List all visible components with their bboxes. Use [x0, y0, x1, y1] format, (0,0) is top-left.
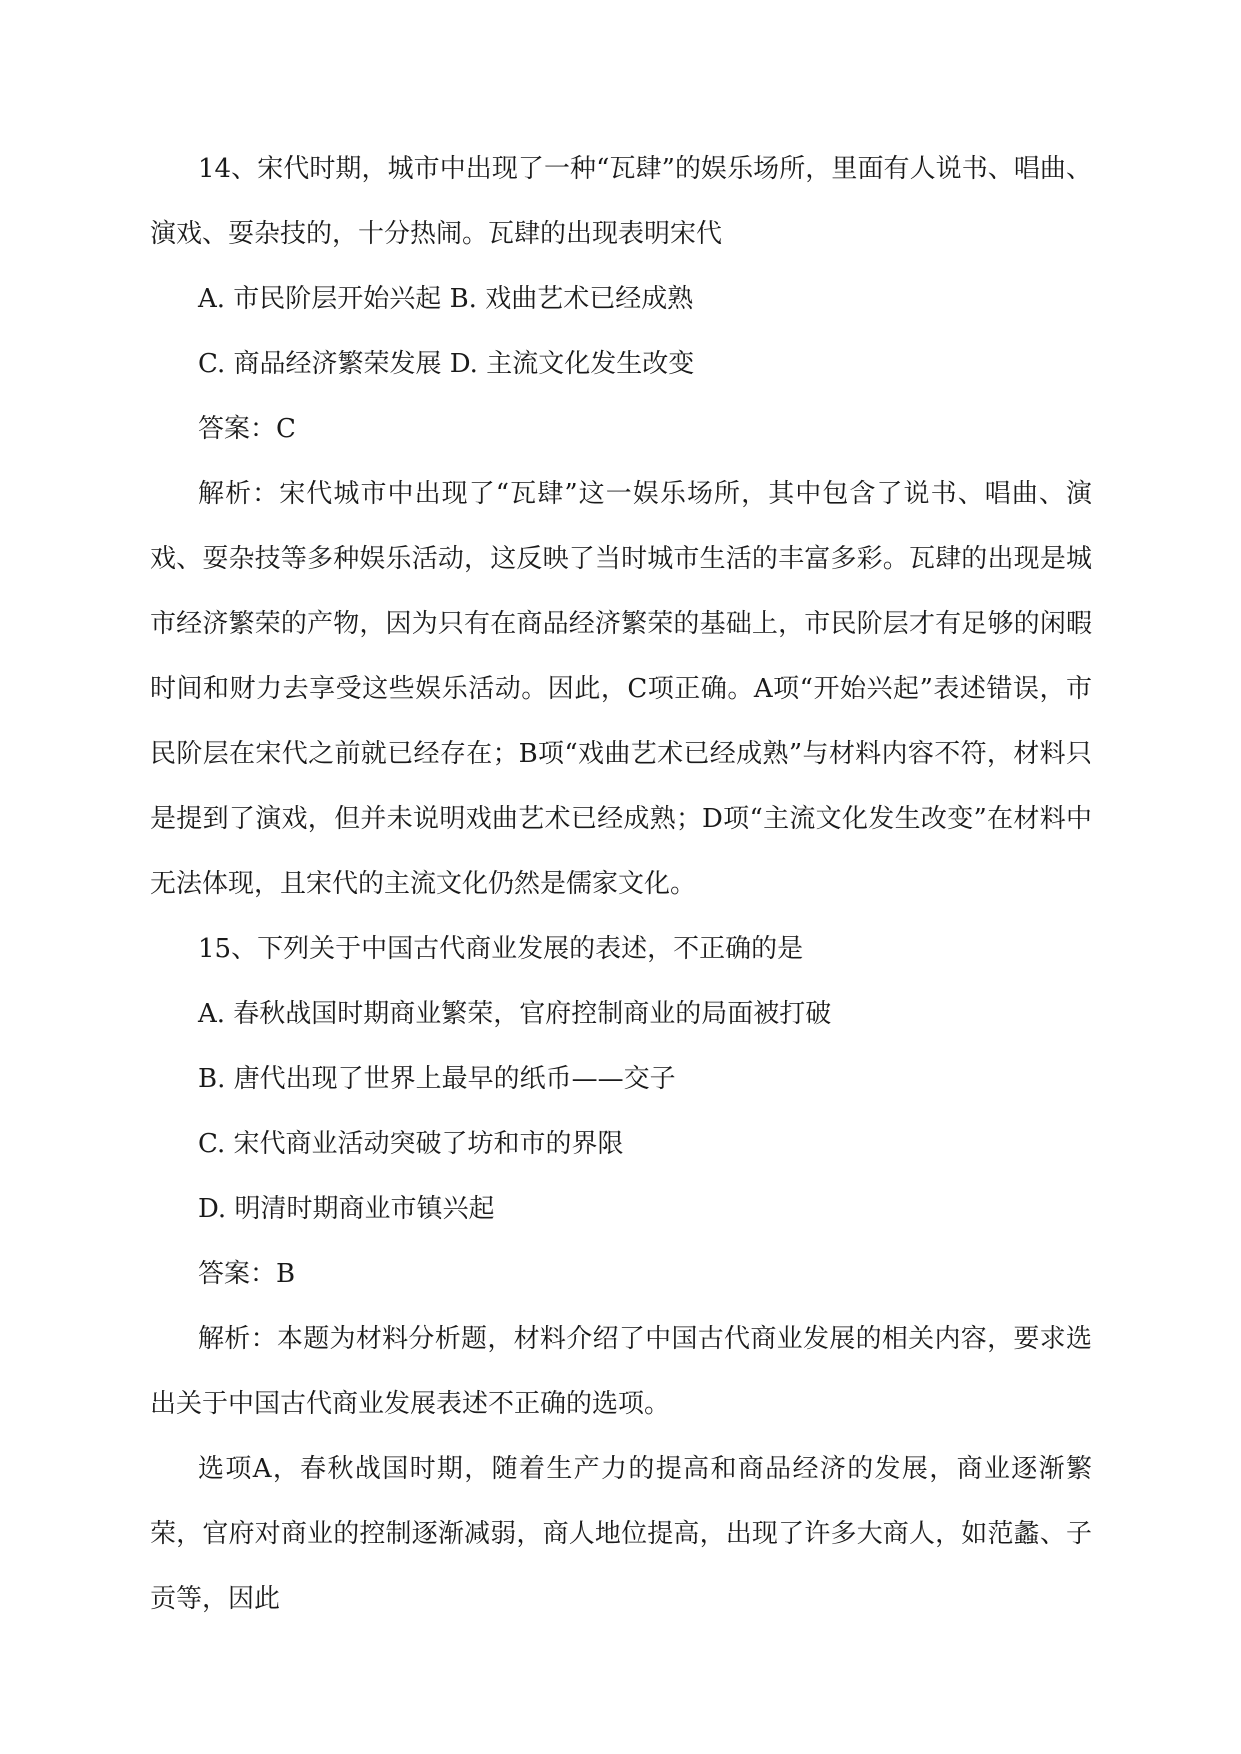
q15-answer: 答案：B	[198, 1259, 296, 1289]
q15-option-a-analysis: 选项A，春秋战国时期，随着生产力的提高和商品经济的发展，商业逐渐繁荣，官府对商业的控制逐渐减弱，商人地位提高，出现了许多大商人，如范蠡、子贡等，因此	[150, 1454, 1092, 1614]
q15-option-a: A. 春秋战国时期商业繁荣，官府控制商业的局面被打破	[198, 999, 832, 1029]
document-page	[150, 137, 1092, 1632]
q15-stem: 15、下列关于中国古代商业发展的表述，不正确的是	[198, 934, 804, 964]
q15-option-d: D. 明清时期商业市镇兴起	[198, 1194, 495, 1224]
q14-stem: 14、宋代时期，城市中出现了一种“瓦肆”的娱乐场所，里面有人说书、唱曲、演戏、耍杂技的，十分热闹。瓦肆的出现表明宋代	[150, 154, 1092, 249]
q14-answer: 答案：C	[198, 414, 296, 444]
q14-options-ab: A. 市民阶层开始兴起 B. 戏曲艺术已经成熟	[198, 284, 694, 314]
q15-option-b: B. 唐代出现了世界上最早的纸币——交子	[198, 1064, 676, 1094]
q15-analysis: 解析：本题为材料分析题，材料介绍了中国古代商业发展的相关内容，要求选出关于中国古代商业发展表述不正确的选项。	[150, 1324, 1092, 1419]
q14-analysis: 解析：宋代城市中出现了“瓦肆”这一娱乐场所，其中包含了说书、唱曲、演戏、耍杂技等多种娱乐活动，这反映了当时城市生活的丰富多彩。瓦肆的出现是城市经济繁荣的产物，因为只有在商品经济繁荣的基础上，市民阶层才有足够的闲暇时间和财力去享受这些娱乐活动。因此，C项正确。A项“开始兴起”表述错误，市民阶层在宋代之前就已经存在；B项“戏曲艺术已经成熟”与材料内容不符，材料只是提到了演戏，但并未说明戏曲艺术已经成熟；D项“主流文化发生改变”在材料中无法体现，且宋代的主流文化仍然是儒家文化。	[150, 479, 1092, 899]
q15-option-c: C. 宋代商业活动突破了坊和市的界限	[198, 1129, 624, 1159]
q14-options-cd: C. 商品经济繁荣发展 D. 主流文化发生改变	[198, 349, 695, 379]
